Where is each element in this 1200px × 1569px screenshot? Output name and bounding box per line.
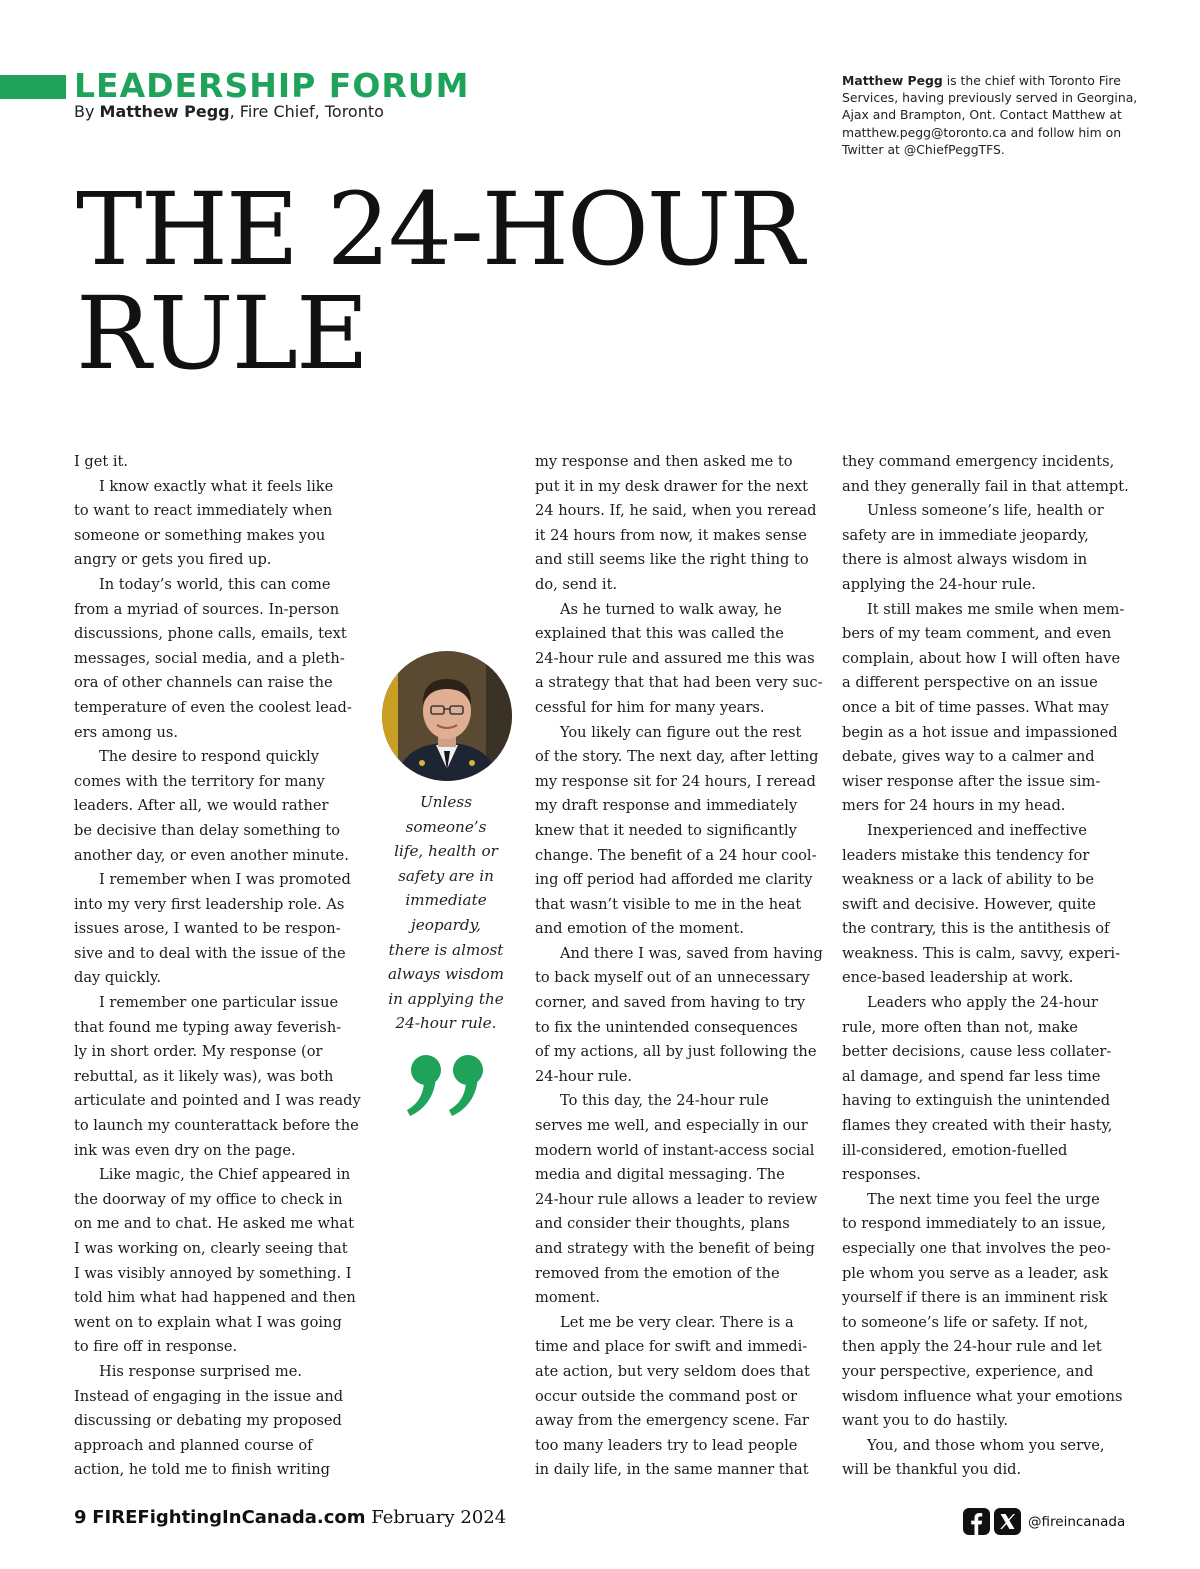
headline-line-1: THE 24-HOUR: [76, 171, 803, 288]
body-text-line: Let me be very clear. There is a: [560, 1313, 794, 1331]
body-column-2: [535, 450, 821, 1483]
body-text-line: my response sit for 24 hours, I reread: [535, 772, 816, 790]
body-text-line: away from the emergency scene. Far: [535, 1412, 809, 1430]
body-text-line: I remember one particular issue: [99, 994, 339, 1012]
bio-author-name: Matthew Pegg: [842, 73, 943, 88]
section-color-bar: [0, 75, 66, 99]
body-text-line: You likely can figure out the rest: [560, 723, 802, 741]
byline: [74, 102, 384, 121]
closing-quote-icon: [404, 1050, 494, 1120]
body-text-line: messages, social media, and a pleth-: [74, 649, 345, 667]
body-text-line: they command emergency incidents,: [842, 453, 1115, 470]
body-text-line: to back myself out of an unnecessary: [535, 969, 810, 987]
body-text-line: swift and decisive. However, quite: [842, 895, 1096, 913]
body-text-line: sive and to deal with the issue of the: [74, 944, 346, 962]
body-text-line: someone or something makes you: [74, 526, 326, 544]
body-text-line: having to extinguish the unintended: [842, 1092, 1111, 1110]
byline-prefix: By: [74, 102, 100, 121]
body-text-line: change. The benefit of a 24 hour cool-: [535, 846, 817, 864]
body-text-line: better decisions, cause less collater-: [842, 1043, 1112, 1061]
social-links: [963, 1508, 1125, 1536]
pull-quote: [382, 790, 510, 1036]
section-title: LEADERSHIP FORUM: [74, 66, 470, 105]
body-text-line: angry or gets you fired up.: [74, 551, 272, 569]
body-text-line: It still makes me smile when mem-: [867, 600, 1125, 618]
body-text-line: ly in short order. My response (or: [74, 1043, 323, 1061]
body-text-line: I know exactly what it feels like: [99, 477, 334, 495]
body-text-line: As he turned to walk away, he: [560, 600, 782, 618]
body-text-line: You, and those whom you serve,: [867, 1436, 1105, 1454]
body-text-line: my draft response and immediately: [535, 797, 798, 815]
page-footer: [74, 1507, 506, 1528]
body-text-line: The desire to respond quickly: [99, 748, 320, 766]
body-text-line: that found me typing away feverish-: [74, 1018, 342, 1036]
body-text-line: to respond immediately to an issue,: [842, 1215, 1106, 1233]
article-headline: [76, 171, 803, 392]
body-text-line: removed from the emotion of the: [535, 1264, 780, 1282]
body-text-line: went on to explain what I was going: [74, 1313, 342, 1331]
body-text-line: ple whom you serve as a leader, ask: [842, 1264, 1108, 1282]
body-text-line: Like magic, the Chief appeared in: [99, 1166, 351, 1184]
body-text-line: my response and then asked me to: [535, 453, 793, 470]
body-text-line: In today’s world, this can come: [99, 575, 331, 593]
body-text-line: And there I was, saved from having: [560, 944, 823, 962]
body-text-line: told him what had happened and then: [74, 1289, 356, 1307]
body-text-line: of my actions, all by just following the: [535, 1043, 817, 1061]
body-text-line: want you to do hastily.: [842, 1412, 1008, 1430]
body-text-line: begin as a hot issue and impassioned: [842, 723, 1118, 741]
body-text-line: articulate and pointed and I was ready: [74, 1092, 361, 1110]
body-text-line: 24-hour rule and assured me this was: [535, 649, 815, 667]
body-text-line: your perspective, experience, and: [842, 1362, 1094, 1380]
bio-text: is the chief with Toronto Fire Services, having previously served in Georgina, Ajax and Brampton, Ont. Contact Matthew at matthew.pegg@toronto.ca and follow him on Twitter at @ChiefPeggTFS.: [842, 73, 1138, 157]
body-text-line: I was visibly annoyed by something. I: [74, 1264, 352, 1282]
body-text-line: ers among us.: [74, 723, 178, 741]
body-text-line: leaders. After all, we would rather: [74, 797, 329, 815]
body-text-line: ora of other channels can raise the: [74, 674, 333, 692]
body-text-line: of the story. The next day, after letting: [535, 748, 819, 766]
body-text-line: explained that this was called the: [535, 625, 784, 643]
body-text-line: to launch my counterattack before the: [74, 1117, 359, 1135]
body-text-line: ink was even dry on the page.: [74, 1141, 296, 1159]
body-text-line: and strategy with the benefit of being: [535, 1240, 815, 1257]
body-text-line: modern world of instant-access social: [535, 1141, 815, 1159]
pull-quote-line: safety are in: [398, 866, 494, 885]
pull-quote-line: in applying the: [388, 989, 504, 1008]
body-text-line: to fix the unintended consequences: [535, 1018, 798, 1036]
body-text-line: knew that it needed to significantly: [535, 821, 797, 839]
body-text-line: a different perspective on an issue: [842, 674, 1098, 692]
issue-date: February 2024: [365, 1507, 507, 1528]
body-text-line: media and digital messaging. The: [535, 1166, 785, 1184]
body-text-line: 24-hour rule.: [535, 1067, 633, 1085]
body-text-line: leaders mistake this tendency for: [842, 846, 1090, 864]
body-text-line: and consider their thoughts, plans: [535, 1215, 790, 1233]
body-column-3: [842, 450, 1132, 1483]
body-text-line: and still seems like the right thing to: [535, 551, 809, 569]
body-text-line: that wasn’t visible to me in the heat: [535, 895, 802, 913]
body-text-line: time and place for swift and immedi-: [535, 1338, 808, 1356]
body-text-line: Leaders who apply the 24-hour: [867, 994, 1098, 1012]
pull-quote-line: jeopardy,: [411, 915, 481, 934]
body-text-line: rebuttal, as it likely was), was both: [74, 1067, 334, 1085]
body-text-line: temperature of even the coolest lead-: [74, 698, 352, 716]
body-text-line: applying the 24-hour rule.: [842, 575, 1036, 593]
body-text-line: rule, more often than not, make: [842, 1018, 1078, 1036]
pull-quote-line: there is almost: [388, 940, 504, 959]
pull-quote-line: life, health or: [394, 842, 498, 861]
body-text-line: weakness. This is calm, savvy, experi-: [842, 944, 1121, 962]
body-text-line: once a bit of time passes. What may: [842, 698, 1109, 716]
body-text-line: 24 hours. If, he said, when you reread: [535, 502, 817, 520]
body-text-line: another day, or even another minute.: [74, 846, 349, 864]
body-text-line: flames they created with their hasty,: [842, 1117, 1113, 1135]
body-text-line: be decisive than delay something to: [74, 821, 341, 839]
body-text-line: I get it.: [74, 453, 129, 470]
body-text-line: debate, gives way to a calmer and: [842, 748, 1095, 766]
body-text-line: complain, about how I will often have: [842, 649, 1121, 667]
body-text-line: ence-based leadership at work.: [842, 969, 1074, 987]
body-text-line: Inexperienced and ineffective: [867, 821, 1087, 839]
body-text-line: bers of my team comment, and even: [842, 625, 1112, 643]
pull-quote-line: always wisdom: [387, 965, 505, 984]
body-text-line: there is almost always wisdom in: [842, 551, 1088, 569]
body-text-line: To this day, the 24-hour rule: [560, 1092, 769, 1110]
body-text-line: the contrary, this is the antithesis of: [842, 920, 1110, 938]
body-text-line: cessful for him for many years.: [535, 698, 765, 716]
site-link[interactable]: FIREFightingInCanada.com: [92, 1507, 366, 1528]
body-text-line: Instead of engaging in the issue and: [74, 1387, 344, 1405]
byline-role: , Fire Chief, Toronto: [229, 102, 384, 121]
body-text-line: yourself if there is an imminent risk: [842, 1289, 1108, 1307]
social-handle[interactable]: @fireincanada: [1028, 1513, 1126, 1530]
pull-quote-line: immediate: [405, 891, 487, 910]
body-text-line: into my very first leadership role. As: [74, 895, 345, 913]
body-text-line: from a myriad of sources. In-person: [74, 600, 340, 618]
pull-quote-line: Unless: [419, 793, 472, 811]
body-text-line: put it in my desk drawer for the next: [535, 477, 809, 495]
body-text-line: safety are in immediate jeopardy,: [842, 526, 1089, 544]
body-text-line: comes with the territory for many: [74, 772, 325, 790]
body-text-line: ate action, but very seldom does that: [535, 1362, 810, 1380]
facebook-icon[interactable]: [963, 1508, 990, 1535]
body-text-line: the doorway of my office to check in: [74, 1190, 343, 1208]
body-text-line: wiser response after the issue sim-: [842, 772, 1101, 790]
body-text-line: occur outside the command post or: [535, 1387, 798, 1405]
body-text-line: I remember when I was promoted: [99, 871, 351, 889]
body-text-line: discussions, phone calls, emails, text: [74, 625, 347, 643]
body-text-line: approach and planned course of: [74, 1436, 313, 1454]
body-text-line: will be thankful you did.: [842, 1461, 1022, 1479]
author-portrait-image: [382, 651, 512, 781]
body-text-line: discussing or debating my proposed: [74, 1412, 342, 1430]
body-text-line: The next time you feel the urge: [867, 1190, 1100, 1208]
x-icon[interactable]: [994, 1508, 1021, 1535]
body-text-line: especially one that involves the peo-: [842, 1240, 1111, 1257]
body-text-line: it 24 hours from now, it makes sense: [535, 526, 807, 544]
author-photo: [382, 651, 512, 781]
body-column-1: [74, 450, 360, 1483]
body-text-line: to someone’s life or safety. If not,: [842, 1313, 1089, 1331]
body-text-line: to want to react immediately when: [74, 502, 333, 520]
body-text-line: action, he told me to finish writing: [74, 1461, 330, 1479]
pull-quote-line: someone’s: [405, 817, 487, 836]
body-text-line: to fire off in response.: [74, 1338, 238, 1356]
pull-quote-line: 24-hour rule.: [395, 1014, 497, 1033]
body-text-line: responses.: [842, 1166, 921, 1184]
body-text-line: do, send it.: [535, 575, 618, 593]
body-text-line: 24-hour rule allows a leader to review: [535, 1190, 818, 1208]
body-text-line: a strategy that that had been very suc-: [535, 674, 823, 692]
body-text-line: I was working on, clearly seeing that: [74, 1240, 348, 1257]
page-number: 9: [74, 1507, 87, 1528]
body-text-line: His response surprised me.: [99, 1362, 302, 1380]
body-text-line: ill-considered, emotion-fuelled: [842, 1141, 1068, 1159]
author-bio: [842, 72, 1142, 158]
body-text-line: weakness or a lack of ability to be: [842, 871, 1094, 889]
body-text-line: al damage, and spend far less time: [842, 1067, 1101, 1085]
body-text-line: moment.: [535, 1289, 601, 1307]
body-text-line: wisdom influence what your emotions: [842, 1387, 1123, 1405]
body-text-line: then apply the 24-hour rule and let: [842, 1338, 1102, 1356]
body-text-line: and they generally fail in that attempt.: [842, 477, 1129, 495]
body-text-line: corner, and saved from having to try: [535, 994, 806, 1012]
body-text-line: day quickly.: [74, 969, 161, 987]
body-text-line: mers for 24 hours in my head.: [842, 797, 1066, 815]
body-text-line: and emotion of the moment.: [535, 920, 745, 938]
body-text-line: on me and to chat. He asked me what: [74, 1215, 354, 1233]
byline-author: Matthew Pegg: [99, 102, 230, 121]
body-text-line: in daily life, in the same manner that: [535, 1461, 809, 1479]
body-text-line: serves me well, and especially in our: [535, 1117, 808, 1135]
body-text-line: too many leaders try to lead people: [535, 1436, 798, 1454]
headline-line-2: RULE: [76, 275, 367, 392]
body-text-line: ing off period had afforded me clarity: [535, 871, 813, 889]
body-text-line: issues arose, I wanted to be respon-: [74, 920, 341, 938]
body-text-line: Unless someone’s life, health or: [867, 502, 1104, 520]
